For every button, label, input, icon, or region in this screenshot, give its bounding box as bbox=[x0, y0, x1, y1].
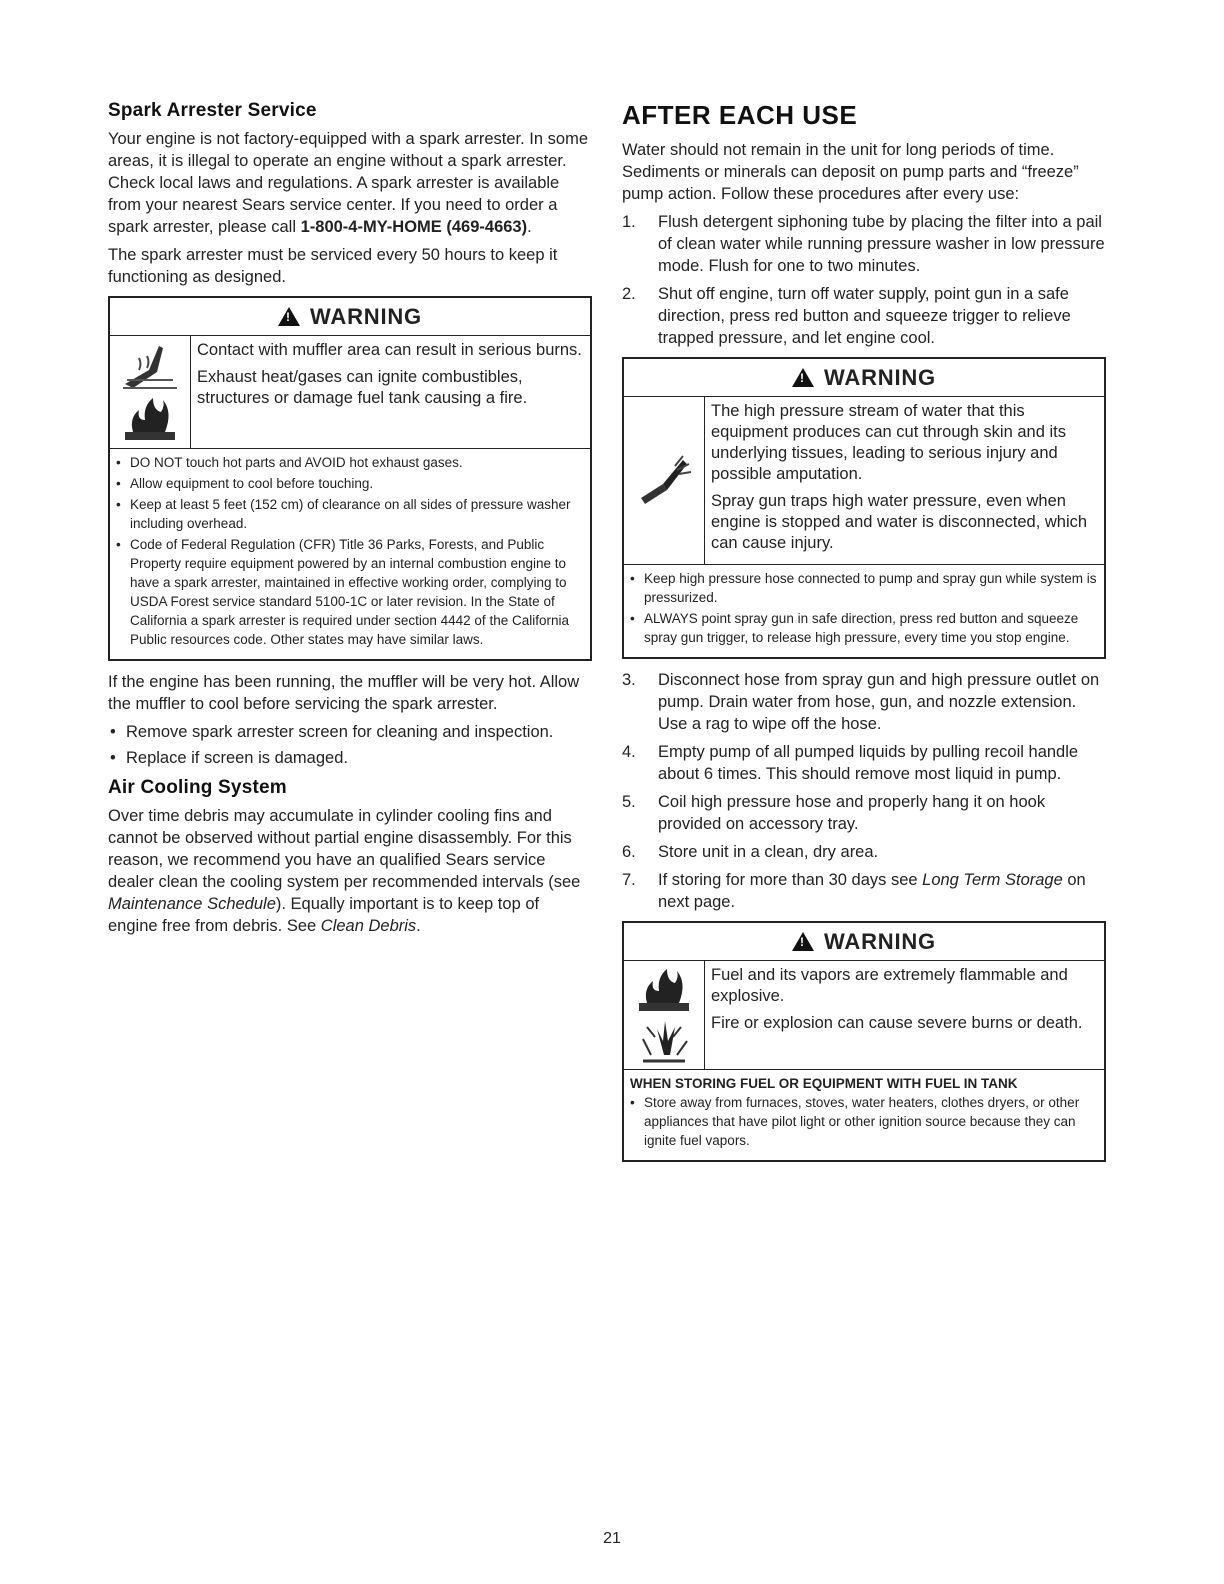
step-item: 7. If storing for more than 30 days see Long Term Storage on next page. bbox=[622, 871, 1086, 911]
warning-text: Contact with muffler area can result in serious burns. bbox=[197, 341, 582, 359]
high-pressure-spray-injury-icon bbox=[633, 450, 695, 512]
list-item: • Remove spark arrester screen for cleaning and inspection. bbox=[108, 721, 592, 743]
warning-text: Spray gun traps high water pressure, even when engine is stopped and water is disconnected, which can cause injury. bbox=[711, 492, 1088, 552]
maintenance-schedule-reference: Maintenance Schedule bbox=[108, 895, 276, 913]
warning-text: Fuel and its vapors are extremely flammable and explosive. bbox=[711, 966, 1068, 1005]
warning-bullet: • DO NOT touch hot parts and AVOID hot exhaust gases. bbox=[116, 453, 584, 472]
spark-arrester-paragraph: Your engine is not factory-equipped with a spark arrester. In some areas, it is illegal to operate an engine without a spark arrester. Check local laws and regulations. A spark arrester is available from your nearest Sears service center. If you need to order a spark arrester, please call 1-800-4-MY-HOME (469-4663). bbox=[108, 130, 588, 236]
step-item: 5. Coil high pressure hose and properly hang it on hook provided on accessory tray. bbox=[622, 793, 1046, 833]
warning-bullet: • ALWAYS point spray gun in safe direction, press red button and squeeze spray gun trigger, to release high pressure, every time you stop engine. bbox=[630, 609, 1098, 647]
step-item: 6. Store unit in a clean, dry area. bbox=[622, 843, 879, 861]
warning-text: The high pressure stream of water that this equipment produces can cut through skin and its underlying tissues, leading to serious injury and possible amputation. bbox=[711, 402, 1066, 483]
warning-triangle-icon bbox=[792, 368, 814, 387]
fuel-storage-caption: WHEN STORING FUEL OR EQUIPMENT WITH FUEL IN TANK bbox=[630, 1076, 1018, 1091]
warning-text: Exhaust heat/gases can ignite combustibles, structures or damage fuel tank causing a fire. bbox=[197, 368, 528, 407]
warning-bullet: • Keep high pressure hose connected to pump and spray gun while system is pressurized. bbox=[630, 569, 1098, 607]
warning-header: !WARNING bbox=[110, 298, 590, 336]
warning-bullet: • Code of Federal Regulation (CFR) Title 36 Parks, Forests, and Public Property require equipment powered by an internal combustion engine to have a spark arrester, maintained in effective working order, complying to USDA Forest service standard 5100-1C or later revision. In the State of California a spark arrester is required under section 4442 of the California Public resources code. Other states may have similar laws. bbox=[116, 535, 584, 649]
muffler-warning-box bbox=[108, 296, 592, 661]
clean-debris-reference: Clean Debris bbox=[320, 917, 417, 935]
warning-text: Fire or explosion can cause severe burns or death. bbox=[711, 1014, 1083, 1032]
warning-header: !WARNING bbox=[624, 923, 1104, 961]
step-item: 2. Shut off engine, turn off water supply, point gun in a safe direction, press red button and squeeze trigger to relieve trapped pressure, and let engine cool. bbox=[622, 285, 1071, 347]
long-term-storage-reference: Long Term Storage bbox=[922, 871, 1063, 889]
warning-triangle-icon bbox=[792, 932, 814, 951]
list-item: • Replace if screen is damaged. bbox=[108, 747, 592, 769]
left-column bbox=[108, 100, 592, 943]
spark-arrester-heading: Spark Arrester Service bbox=[108, 100, 317, 121]
fire-icon bbox=[633, 965, 695, 1015]
spark-arrester-service-interval: The spark arrester must be serviced every 50 hours to keep it functioning as designed. bbox=[108, 246, 558, 286]
warning-bullet: • Allow equipment to cool before touching. bbox=[116, 474, 584, 493]
step-item: 3. Disconnect hose from spray gun and high pressure outlet on pump. Drain water from hose, gun, and nozzle extension. Use a rag to wipe off the hose. bbox=[622, 671, 1100, 733]
hot-surface-burn-icon bbox=[119, 340, 181, 392]
step-item: 4. Empty pump of all pumped liquids by pulling recoil handle about 6 times. This should remove most liquid in pump. bbox=[622, 743, 1079, 783]
explosion-icon bbox=[633, 1015, 695, 1065]
warning-triangle-icon bbox=[278, 307, 300, 326]
muffler-hot-paragraph: If the engine has been running, the muffler will be very hot. Allow the muffler to cool before servicing the spark arrester. bbox=[108, 673, 580, 713]
fuel-warning-box bbox=[622, 921, 1106, 1162]
sears-phone-number: 1-800-4-MY-HOME (469-4663) bbox=[300, 218, 528, 236]
high-pressure-warning-box bbox=[622, 357, 1106, 659]
fire-icon bbox=[119, 392, 181, 444]
right-column bbox=[622, 100, 1106, 1172]
warning-header: !WARNING bbox=[624, 359, 1104, 397]
warning-bullet: • Store away from furnaces, stoves, water heaters, clothes dryers, or other appliances that have pilot light or other ignition source because they can ignite fuel vapors. bbox=[630, 1093, 1098, 1150]
air-cooling-paragraph: Over time debris may accumulate in cylinder cooling fins and cannot be observed without partial engine disassembly. For this reason, we recommend you have an qualified Sears service dealer clean the cooling system per recommended intervals (see Maintenance Schedule). Equally important is to keep top of engine free from debris. See Clean Debris. bbox=[108, 807, 581, 935]
step-item: 1. Flush detergent siphoning tube by placing the filter into a pail of clean water while running pressure washer in low pressure mode. Flush for one to two minutes. bbox=[622, 213, 1105, 275]
after-each-use-heading: AFTER EACH USE bbox=[622, 100, 858, 130]
air-cooling-heading: Air Cooling System bbox=[108, 777, 287, 798]
after-use-intro: Water should not remain in the unit for long periods of time. Sediments or minerals can deposit on pump parts and “freeze” pump action. Follow these procedures after every use: bbox=[622, 141, 1079, 203]
page-number: 21 bbox=[603, 1530, 621, 1547]
warning-bullet: • Keep at least 5 feet (152 cm) of clearance on all sides of pressure washer including overhead. bbox=[116, 495, 584, 533]
